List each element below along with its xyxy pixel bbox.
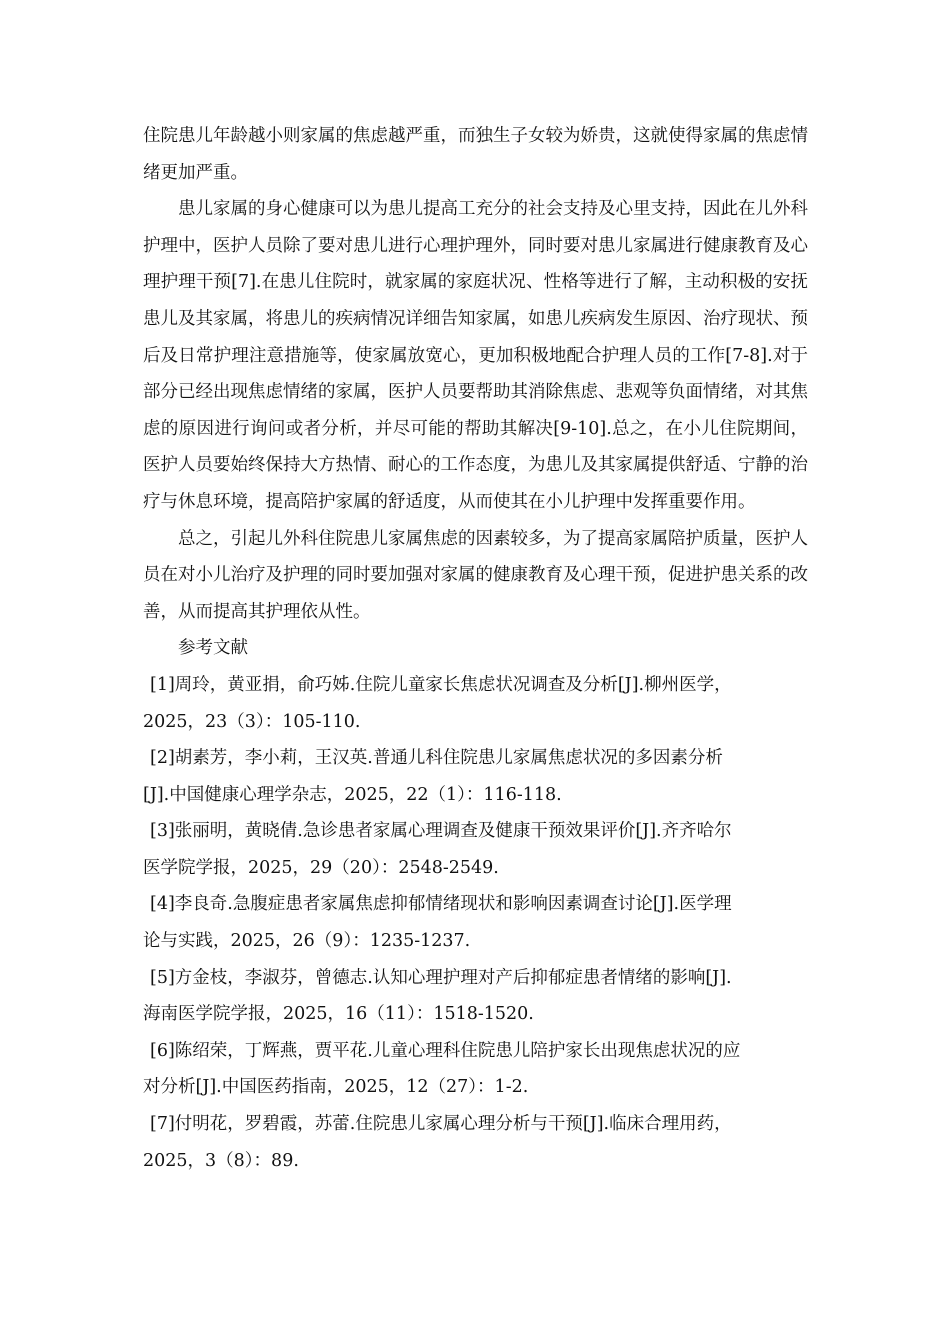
reference-line: [5]方金枝，李淑芬，曾德志.认知心理护理对产后抑郁症患者情绪的影响[J]. <box>150 967 732 988</box>
reference-line: 海南医学院学报，2025，16（11）：1518-1520. <box>143 1004 534 1025</box>
reference-item <box>143 813 808 886</box>
reference-item <box>143 886 808 959</box>
reference-line: 2025，23（3）：105-110. <box>143 711 361 732</box>
reference-line: 医学院学报，2025，29（20）：2548-2549. <box>143 857 499 878</box>
reference-item <box>143 1033 808 1106</box>
paragraph-family-health: 患儿家属的身心健康可以为患儿提高工充分的社会支持及心里支持，因此在儿外科护理中，医护人员除了要对患儿进行心理护理外，同时要对患儿家属进行健康教育及心理护理干预[7].在患儿住院时，就家属的家庭状况、性格等进行了解，主动积极的安抚患儿及其家属，将患儿的疾病情况详细告知家属，如患儿疾病发生原因、治疗现状、预后及日常护理注意措施等，使家属放宽心，更加积极地配合护理人员的工作[7-8].对于部分已经出现焦虑情绪的家属，医护人员要帮助其消除焦虑、悲观等负面情绪，对其焦虑的原因进行询问或者分析，并尽可能的帮助其解决[9-10].总之，在小儿住院期间，医护人员要始终保持大方热情、耐心的工作态度，为患儿及其家属提供舒适、宁静的治疗与休息环境，提高陪护家属的舒适度，从而使其在小儿护理中发挥重要作用。 <box>143 199 808 512</box>
references-list <box>143 667 808 1179</box>
reference-line: [J].中国健康心理学杂志，2025，22（1）：116-118. <box>143 784 562 805</box>
reference-line: [3]张丽明，黄晓倩.急诊患者家属心理调查及健康干预效果评价[J].齐齐哈尔 <box>150 821 732 842</box>
reference-line: [4]李良奇.急腹症患者家属焦虑抑郁情绪现状和影响因素调查讨论[J].医学理 <box>150 894 732 915</box>
reference-item <box>143 960 808 1033</box>
reference-line: [7]付明花，罗碧霞，苏蕾.住院患儿家属心理分析与干预[J].临床合理用药， <box>150 1114 732 1135</box>
references-heading: 参考文献 <box>178 638 248 659</box>
reference-line: [1]周玲，黄亚捐，俞巧姊.住院儿童家长焦虑状况调查及分析[J].柳州医学， <box>150 674 732 695</box>
paragraph-continuation: 住院患儿年龄越小则家属的焦虑越严重，而独生子女较为娇贵，这就使得家属的焦虑情绪更加严重。 <box>143 126 808 183</box>
reference-item <box>143 1106 808 1179</box>
reference-line: 论与实践，2025，26（9）：1235-1237. <box>143 931 471 952</box>
reference-line: [2]胡素芳，李小莉，王汉英.普通儿科住院患儿家属焦虑状况的多因素分析 <box>150 748 723 769</box>
reference-item <box>143 740 808 813</box>
reference-line: 2025，3（8）：89. <box>143 1150 299 1171</box>
reference-line: [6]陈绍荣，丁辉燕，贾平花.儿童心理科住院患儿陪护家长出现焦虑状况的应 <box>150 1040 741 1061</box>
paragraph-conclusion: 总之，引起儿外科住院患儿家属焦虑的因素较多，为了提高家属陪护质量，医护人员在对小儿治疗及护理的同时要加强对家属的健康教育及心理干预，促进护患关系的改善，从而提高其护理依从性。 <box>143 528 808 622</box>
reference-item <box>143 667 808 740</box>
reference-line: 对分析[J].中国医药指南，2025，12（27）：1-2. <box>143 1077 529 1098</box>
document-page <box>143 118 808 1179</box>
